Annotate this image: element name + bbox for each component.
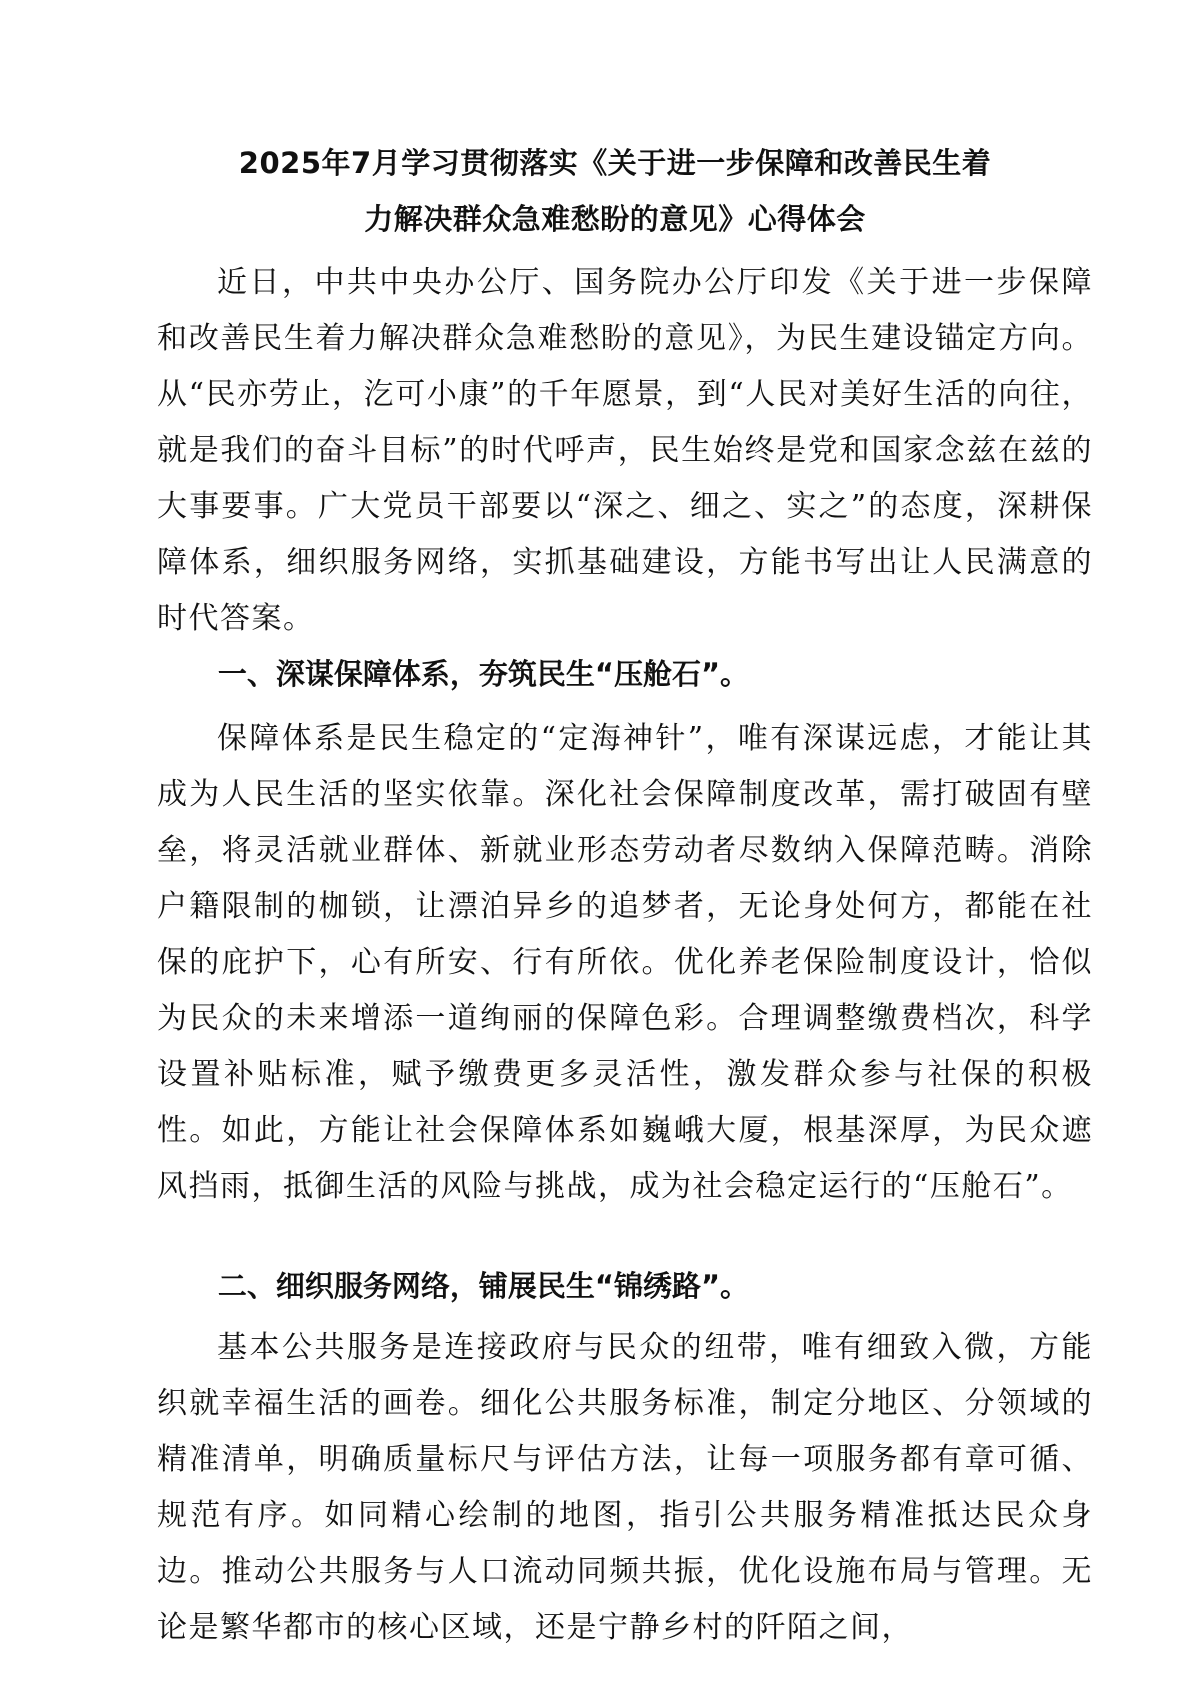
section-2-paragraph: 基本公共服务是连接政府与民众的纽带，唯有细致入微，方能织就幸福生活的画卷。细化公共服务标准，制定分地区、分领域的精准清单，明确质量标尺与评估方法，让每一项服务都有章可循、规范有序。如同精心绘制的地图，指引公共服务精准抵达民众身边。推动公共服务与人口流动同频共振，优化设施布局与管理。无论是繁华都市的核心区域，还是宁静乡村的阡陌之间， [157, 1330, 1093, 1645]
section-1-heading: 一、深谋保障体系，夯筑民生“压舱石”。 [217, 657, 750, 691]
document-title-line-2: 力解决群众急难愁盼的意见》心得体会 [364, 202, 866, 236]
section-1-paragraph: 保障体系是民生稳定的“定海神针”，唯有深谋远虑，才能让其成为人民生活的坚实依靠。深化社会保障制度改革，需打破固有壁垒，将灵活就业群体、新就业形态劳动者尽数纳入保障范畴。消除户籍限制的枷锁，让漂泊异乡的追梦者，无论身处何方，都能在社保的庇护下，心有所安、行有所依。优化养老保险制度设计，恰似为民众的未来增添一道绚丽的保障色彩。合理调整缴费档次，科学设置补贴标准，赋予缴费更多灵活性，激发群众参与社保的积极性。如此，方能让社会保障体系如巍峨大厦，根基深厚，为民众遮风挡雨，抵御生活的风险与挑战，成为社会稳定运行的“压舱石”。 [157, 721, 1093, 1204]
section-2-heading: 二、细织服务网络，铺展民生“锦绣路”。 [217, 1269, 750, 1303]
document-title-line-1: 2025年7月学习贯彻落实《关于进一步保障和改善民生着 [238, 146, 992, 180]
intro-paragraph: 近日，中共中央办公厅、国务院办公厅印发《关于进一步保障和改善民生着力解决群众急难愁盼的意见》，为民生建设锚定方向。从“民亦劳止，汔可小康”的千年愿景，到“人民对美好生活的向往，就是我们的奋斗目标”的时代呼声，民生始终是党和国家念兹在兹的大事要事。广大党员干部要以“深之、细之、实之”的态度，深耕保障体系，细织服务网络，实抓基础建设，方能书写出让人民满意的时代答案。 [157, 265, 1093, 636]
